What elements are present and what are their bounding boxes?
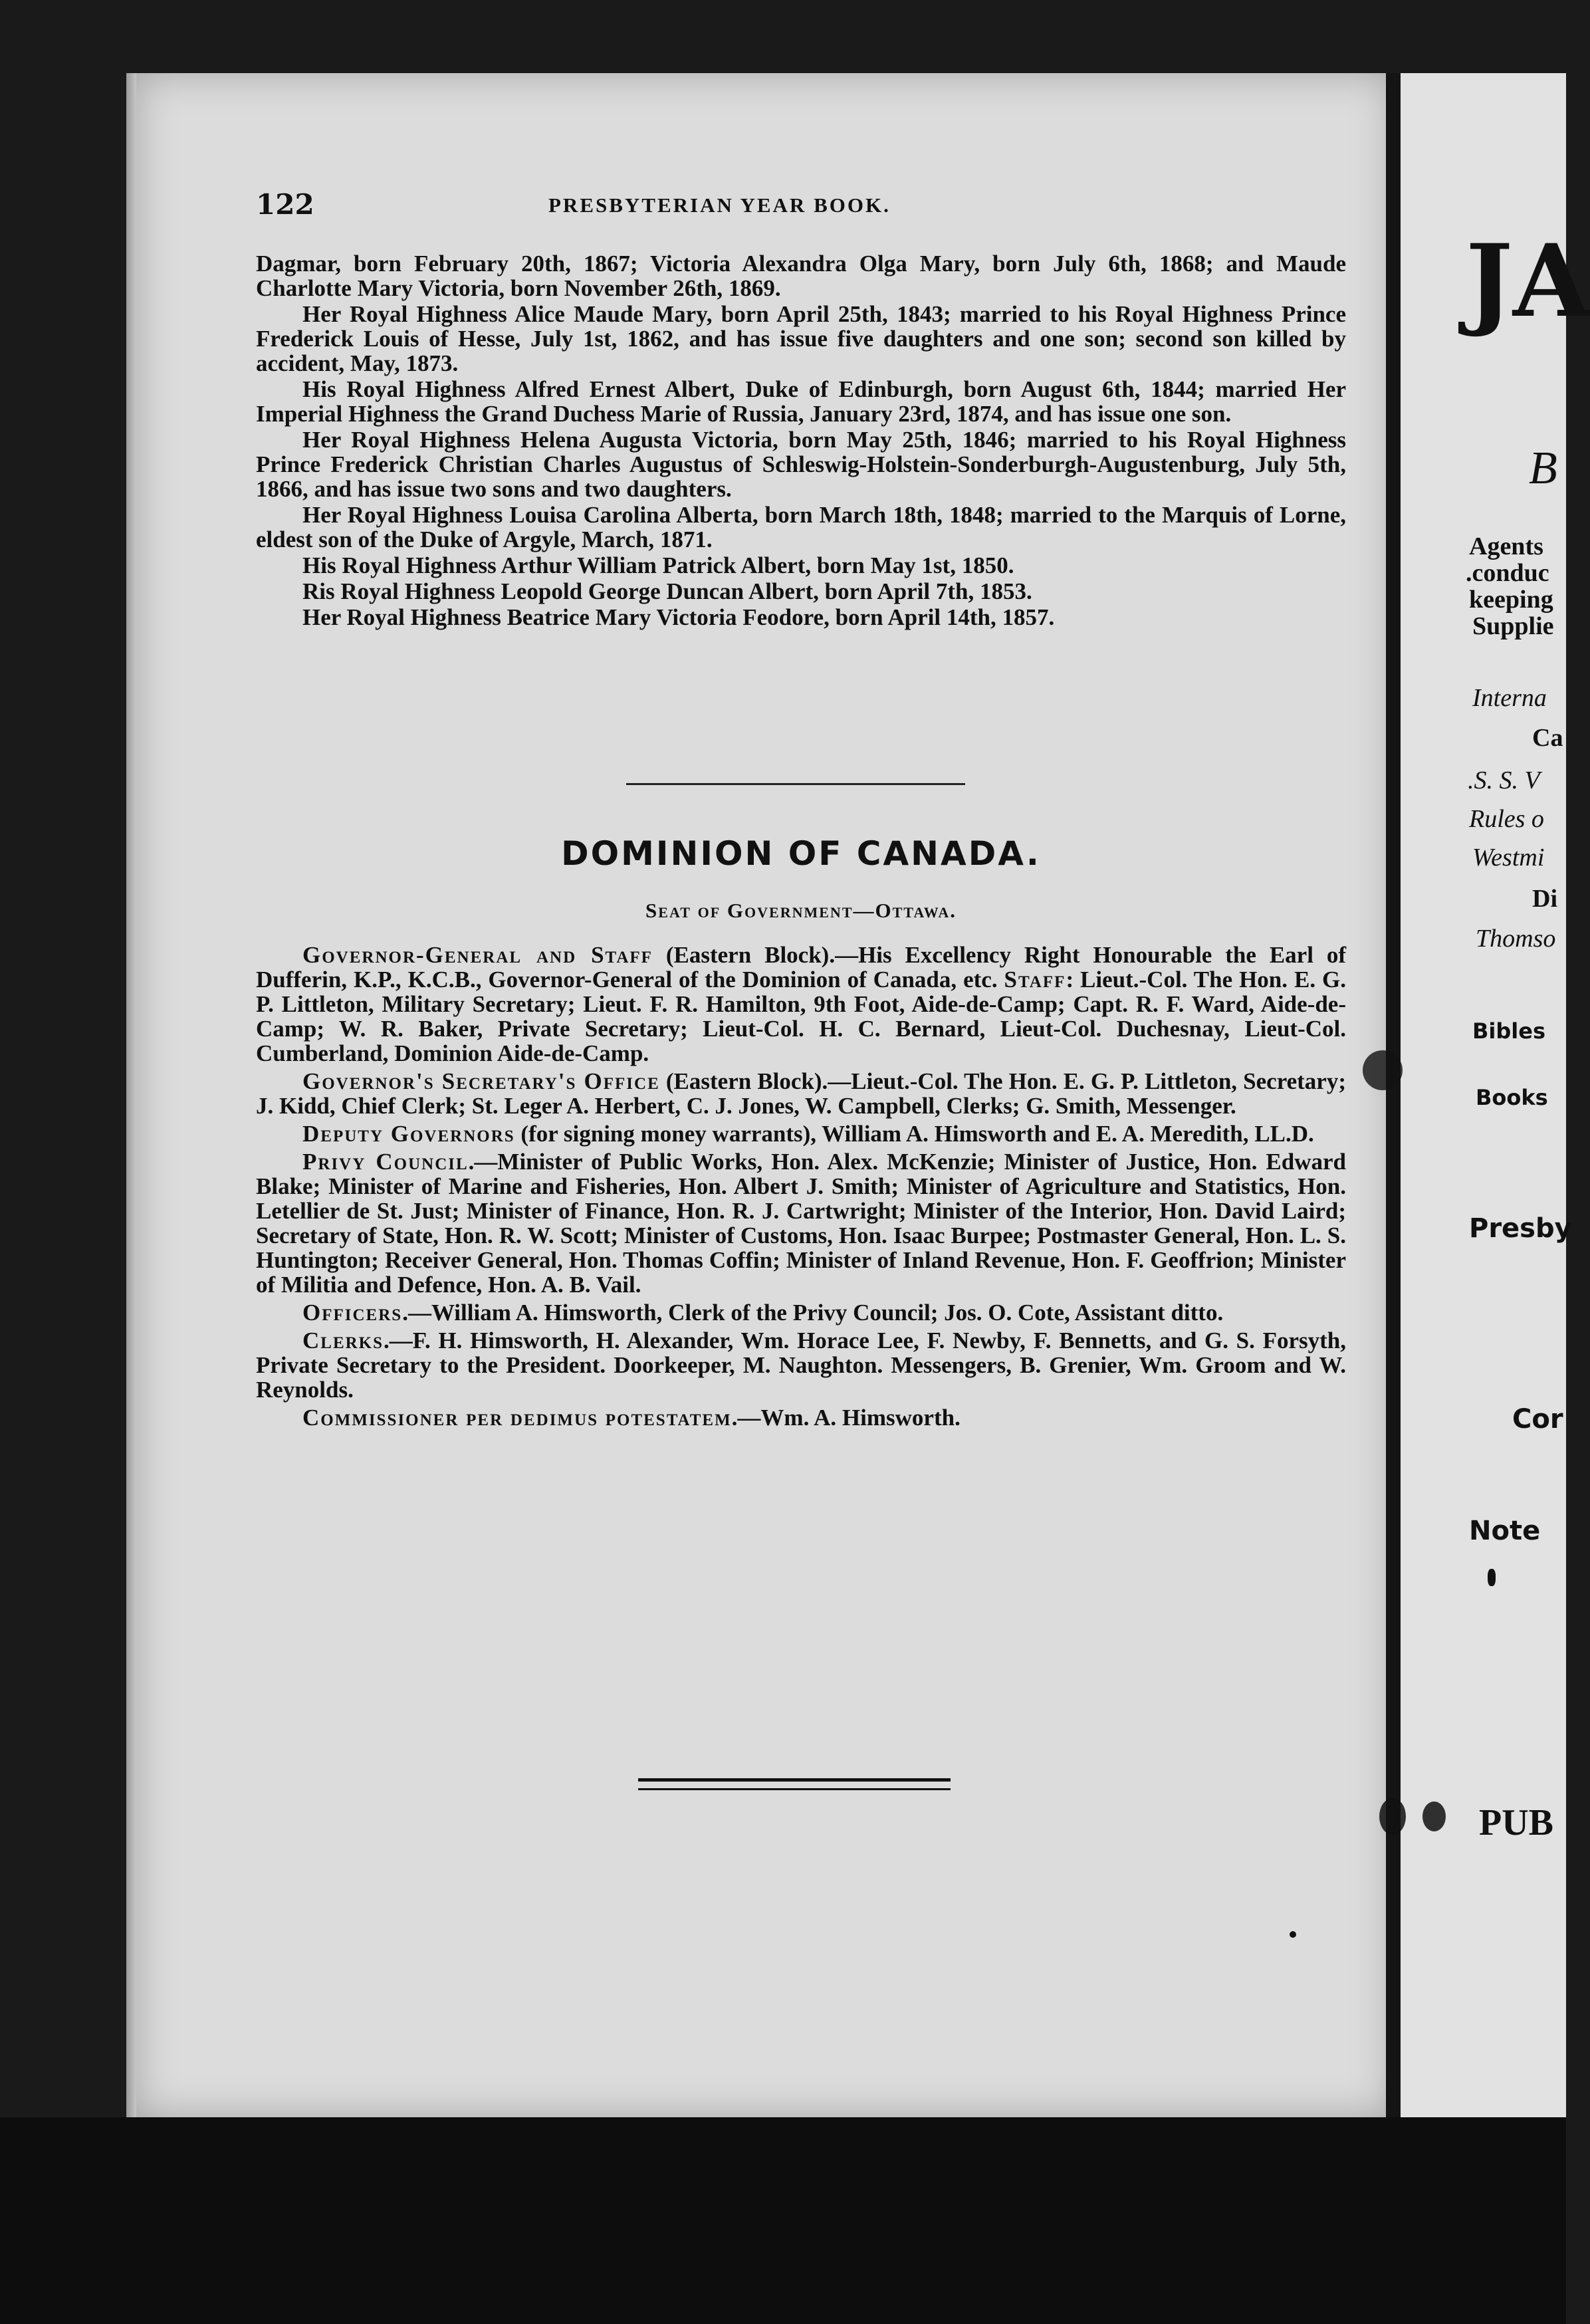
entry-label: Governor's Secretary's Office xyxy=(302,1068,660,1094)
entry-label: Clerks xyxy=(302,1328,384,1353)
end-rule xyxy=(638,1788,951,1790)
entry-text: (Eastern Block).—Lieut.-Col. The Hon. E. G. P. Littleton, Secretary; J. Kidd, Chief Clerk; St. Leger A. Herbert, C. J. Jones, W. Campbell, Clerks; G. Smith, Messenger. xyxy=(256,1068,1346,1119)
royal-family-text xyxy=(256,251,1346,631)
paragraph: Her Royal Highness Louisa Carolina Alberta, born March 18th, 1848; married to the Marquis of Lorne, eldest son of the Duke of Argyle, March, 1871. xyxy=(256,502,1346,552)
entry-label: Privy Council xyxy=(302,1149,469,1175)
paragraph: Her Royal Highness Beatrice Mary Victoria Feodore, born April 14th, 1857. xyxy=(302,604,1055,630)
entry-label: Officers xyxy=(302,1300,403,1326)
facing-fragment: Note xyxy=(1469,1516,1541,1546)
facing-fragment: keeping xyxy=(1469,586,1553,614)
facing-fragment: Bibles xyxy=(1472,1018,1545,1044)
dominion-text xyxy=(256,943,1346,1433)
paragraph xyxy=(256,1405,1346,1430)
entry-label: Staff xyxy=(1004,967,1066,992)
facing-fragment: Supplie xyxy=(1472,612,1554,640)
facing-fragment: .S. S. V xyxy=(1468,766,1540,794)
facing-fragment: Di xyxy=(1532,885,1557,913)
entry-text: : Lieut.-Col. The Hon. E. G. P. Littleton, Military Secretary; Lieut. F. R. Hamilton, 9th Foot, Aide-de-Camp; Capt. R. F. Ward, Aide-de-Camp; W. R. Baker, Private Secretary; Lieut-Col. H. C. Bernard, Lieut-Col. Duchesnay, Lieut-Col. Cumberland, Dominion Aide-de-Camp. xyxy=(256,967,1347,1066)
paragraph: Her Royal Highness Alice Maude Mary, born April 25th, 1843; married to his Royal Highness Prince Frederick Louis of Hesse, July 1st, 1862, and has issue five daughters and one son; second son killed by accident, May, 1873. xyxy=(256,301,1346,376)
facing-fragment: Presby xyxy=(1469,1213,1572,1244)
paragraph: Dagmar, born February 20th, 1867; Victoria Alexandra Olga Mary, born July 6th, 1868; and Maude Charlotte Mary Victoria, born November 26th, 1869. xyxy=(256,251,1346,301)
facing-fragment: PUB xyxy=(1479,1802,1553,1843)
paragraph: Ris Royal Highness Leopold George Duncan Albert, born April 7th, 1853. xyxy=(302,578,1032,604)
entry-label: Deputy Governors xyxy=(302,1121,515,1147)
scan-background xyxy=(0,2117,1566,2324)
facing-fragment: JA xyxy=(1466,223,1590,340)
paragraph: Her Royal Highness Helena Augusta Victoria, born May 25th, 1846; married to his Royal Highness Prince Frederick Christian Charles Augustus of Schleswig-Holstein-Sonderburgh-Augustenburg, July 5th, 1866, and has issue two sons and two daughters. xyxy=(256,427,1346,502)
entry-label: Governor-General and Staff xyxy=(302,942,653,968)
entry-label: Commissioner per dedimus potestatem xyxy=(302,1405,732,1431)
end-rule xyxy=(638,1778,951,1782)
facing-fragment: Agents xyxy=(1469,532,1543,560)
ink-dot xyxy=(1488,1569,1496,1586)
entry-text: .—F. H. Himsworth, H. Alexander, Wm. Horace Lee, F. Newby, F. Bennetts, and G. S. Forsyth, Private Secretary to the President. Doorkeeper, M. Naughton. Messengers, B. Grenier, Wm. Groom and W. Reynolds. xyxy=(256,1328,1346,1403)
entry-text: (Eastern Block).—His Excellency Right Honourable the Earl of Dufferin, K.P., K.C.B., Governor-General of the Dominion of Canada, etc. xyxy=(256,942,1346,992)
facing-fragment: Cor xyxy=(1512,1404,1563,1435)
entry-text: .—Wm. A. Himsworth. xyxy=(731,1405,961,1431)
facing-fragment: Books xyxy=(1476,1085,1548,1110)
entry-text: (for signing money warrants), William A. Himsworth and E. A. Meredith, LL.D. xyxy=(514,1121,1314,1147)
facing-fragment: Westmi xyxy=(1472,844,1545,872)
facing-fragment: Ca xyxy=(1532,724,1563,752)
page-header xyxy=(256,188,1346,221)
facing-fragment: Interna xyxy=(1472,684,1547,712)
paragraph xyxy=(256,1121,1346,1146)
ink-blot xyxy=(1422,1801,1446,1831)
entry-text: .—Minister of Public Works, Hon. Alex. McKenzie; Minister of Justice, Hon. Edward Blake; Minister of Marine and Fisheries, Hon. Albert J. Smith; Minister of Agriculture and Statistics, Hon. Letellier de St. Just; Minister of Finance, Hon. R. J. Cartwright; Minister of the Interior, Hon. David Laird; Secretary of State, Hon. R. W. Scott; Minister of Customs, Hon. Isaac Burpee; Postmaster General, Hon. L. S. Huntington; Receiver General, Hon. Thomas Coffin; Minister of Inland Revenue, Hon. F. Geoffrion; Minister of Militia and Defence, Hon. A. B. Vail. xyxy=(256,1149,1347,1298)
page-number: 122 xyxy=(256,188,314,221)
facing-fragment: B xyxy=(1529,443,1557,494)
ink-blot xyxy=(1379,1798,1406,1835)
paragraph xyxy=(256,1149,1346,1297)
facing-fragment: Rules o xyxy=(1469,805,1544,833)
paragraph xyxy=(256,1328,1346,1402)
running-title: PRESBYTERIAN YEAR BOOK. xyxy=(548,193,891,217)
ink-blot xyxy=(1363,1050,1403,1090)
entry-text: .—William A. Himsworth, Clerk of the Privy Council; Jos. O. Cote, Assistant ditto. xyxy=(402,1300,1224,1326)
section-divider xyxy=(626,783,965,785)
ink-dot xyxy=(1290,1931,1296,1938)
facing-fragment: Thomso xyxy=(1476,925,1556,953)
paragraph: His Royal Highness Alfred Ernest Albert, Duke of Edinburgh, born August 6th, 1844; married Her Imperial Highness the Grand Duchess Marie of Russia, January 23rd, 1874, and has issue one son. xyxy=(256,376,1346,427)
paragraph xyxy=(256,943,1346,1066)
section-heading: DOMINION OF CANADA. xyxy=(561,834,1041,873)
section-subheading: Seat of Government—Ottawa. xyxy=(645,899,957,922)
facing-fragment: .conduc xyxy=(1466,559,1549,587)
paragraph: His Royal Highness Arthur William Patrick Albert, born May 1st, 1850. xyxy=(302,552,1014,578)
paragraph xyxy=(256,1069,1346,1118)
paragraph xyxy=(256,1300,1346,1325)
